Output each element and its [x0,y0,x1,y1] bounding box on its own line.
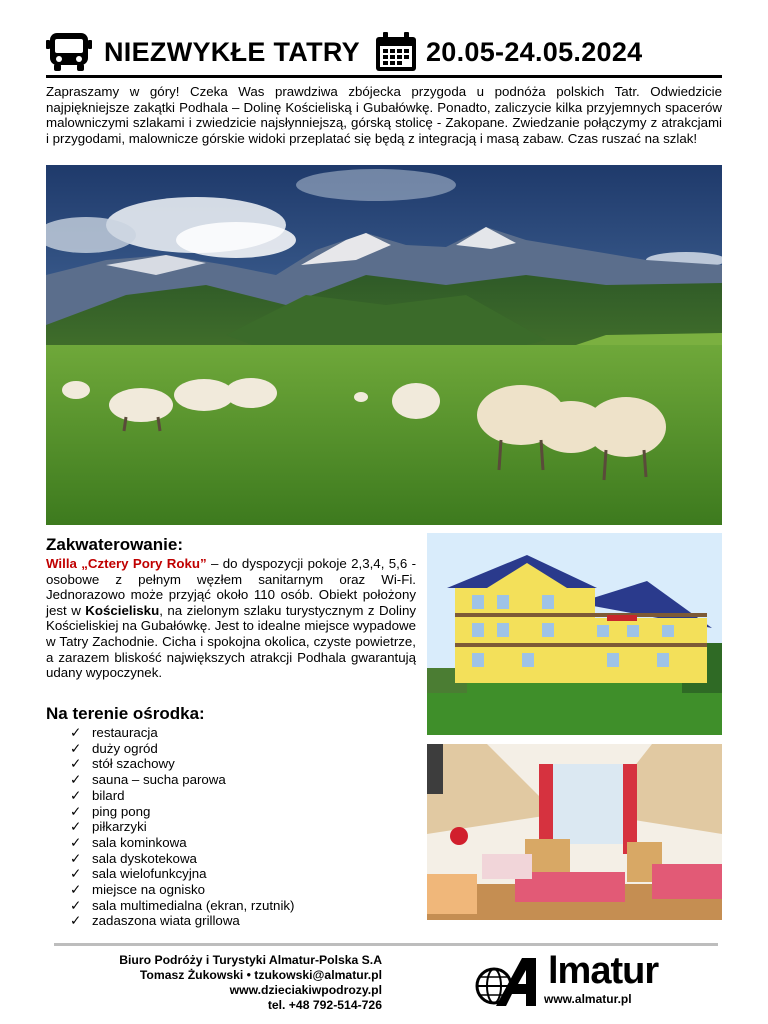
list-item: ✓ duży ogród [70,740,158,756]
checkmark-icon: ✓ [70,756,82,772]
bus-icon [46,31,92,73]
checkmark-icon: ✓ [70,819,82,835]
amenities-heading: Na terenie ośrodka: [46,704,205,723]
mountain-sheep-photo [46,165,722,525]
list-item: ✓ bilard [70,787,125,803]
accommodation-description [46,556,416,681]
list-item: ✓ sala kominkowa [70,834,187,850]
checkmark-icon: ✓ [70,882,82,898]
almatur-logo [474,950,659,1010]
room-photo [427,744,722,920]
villa-photo [427,533,722,735]
checkmark-icon: ✓ [70,772,82,788]
checkmark-icon: ✓ [70,850,82,866]
accommodation-heading: Zakwaterowanie: [46,535,183,554]
footer-rule [54,943,718,946]
logo-url[interactable]: www.almatur.pl [544,992,632,1006]
checkmark-icon: ✓ [70,725,82,740]
amenities-list [70,725,295,929]
header-rule [46,75,722,78]
list-item: ✓ sala dyskotekowa [70,850,197,866]
phone-number: tel. +48 792-514-726 [267,998,382,1012]
checkmark-icon: ✓ [70,866,82,882]
contact-block [60,953,382,1013]
list-item: ✓ zadaszona wiata grillowa [70,913,240,929]
accommodation-text-1: – do dyspozycji pokoje 2,3,4, 5,6 - osobowe z pełnym węzłem sanitarnym oraz Wi-Fi. Jednorazowo może przyjąć około 110 osób. Obiekt położony jest w [46,556,416,618]
website-link[interactable]: www.dzieciakiwpodrozy.pl [229,983,382,997]
checkmark-icon: ✓ [70,803,82,819]
list-item: ✓ miejsce na ognisko [70,882,206,898]
checkmark-icon: ✓ [70,787,82,803]
trip-dates: 20.05-24.05.2024 [425,36,643,67]
list-item: ✓ sala wielofunkcyjna [70,866,207,882]
intro-paragraph: Zapraszamy w góry! Czeka Was prawdziwa zbójecka przygoda u podnóża polskich Tatr. Odwiedzicie najpiękniejsze zakątki Podhala – Dolinę Kościeliską i Gubałówkę. Ponadto, zaliczycie kilka przyjemnych spacerów malowniczymi szlakami i zwiedzicie najsłynniejszą, górską stolicę - Zakopane. Zwiedzanie połączymy z atrakcjami i przygodami, malownicze górskie widoki przeplatać się będą z integracją i masą zabaw. Czas ruszać na szlak! [46,84,722,146]
company-name: Biuro Podróży i Turystyki Almatur-Polska S.A [119,953,382,967]
checkmark-icon: ✓ [70,834,82,850]
list-item: ✓ sauna – sucha parowa [70,772,226,788]
checkmark-icon: ✓ [70,913,82,929]
calendar-icon [374,32,418,72]
villa-name: Willa „Cztery Pory Roku” [46,556,207,571]
place-name: Kościelisku [85,602,160,618]
header [46,28,722,76]
checkmark-icon: ✓ [70,897,82,913]
list-item: ✓ piłkarzyki [70,819,147,835]
list-item: ✓ ping pong [70,803,151,819]
accommodation-text-2: , na zielonym szlaku turystycznym z Doliny Kościeliskiej na Gubałówkę. Jest to idealne miejsce wypadowe w Tatry Zachodnie. Cicha i spokojna okolica, czyste powietrze, a zarazem bliskość największych atrakcji Podhala gwarantują udany wypoczynek. [46,602,416,681]
logo-wordmark: lmatur [548,950,659,992]
list-item: ✓ stół szachowy [70,756,175,772]
contact-person: Tomasz Żukowski • tzukowski@almatur.pl [139,968,382,982]
page-title: NIEZWYKŁE TATRY [104,36,360,67]
checkmark-icon: ✓ [70,740,82,756]
list-item: ✓ sala multimedialna (ekran, rzutnik) [70,897,295,913]
list-item: ✓ restauracja [70,725,158,740]
